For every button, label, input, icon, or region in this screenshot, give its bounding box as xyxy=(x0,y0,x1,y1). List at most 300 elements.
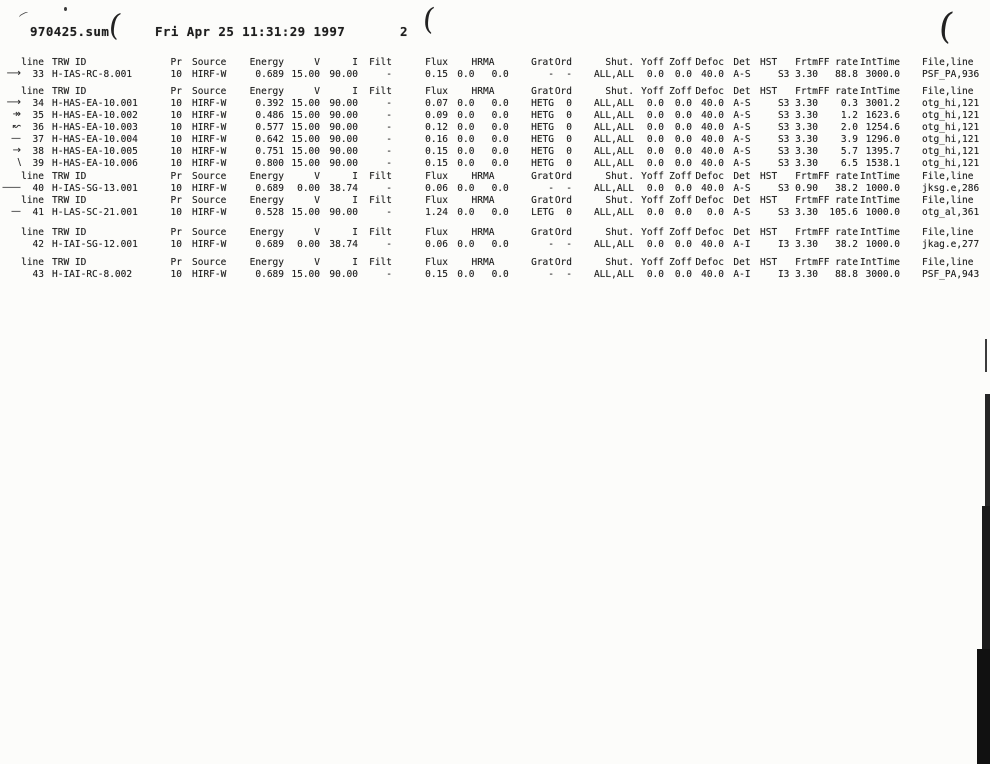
table-section xyxy=(2,171,990,195)
column-header: Ord xyxy=(554,86,572,97)
table-cell: 38.74 xyxy=(329,239,358,250)
column-header: I xyxy=(352,227,358,238)
table-section xyxy=(6,227,990,251)
table-cell: HIRF-W xyxy=(192,183,227,194)
table-cell: ALL,ALL xyxy=(593,239,634,250)
column-header: I xyxy=(352,257,358,268)
table-cell: 15.00 xyxy=(291,207,320,218)
column-header: HST xyxy=(760,195,778,206)
column-header: File,line xyxy=(922,227,974,238)
table-cell: 0.06 xyxy=(425,239,448,250)
table-cell: - xyxy=(548,69,554,80)
table-cell: 1.24 xyxy=(425,207,448,218)
table-cell xyxy=(760,207,776,219)
table-cell: 41 — xyxy=(11,206,44,218)
column-header: Ord xyxy=(554,195,572,206)
column-header: Source xyxy=(192,195,227,206)
table-cell: H-IAS-RC-8.001 xyxy=(52,69,133,80)
column-header: Grat xyxy=(531,171,554,182)
table-cell: otg_hi,121 xyxy=(922,98,980,109)
table-cell: A-S xyxy=(733,110,751,121)
table-cell: 0.689 xyxy=(255,269,284,280)
table-row xyxy=(6,158,990,170)
table-cell: A-S xyxy=(733,146,751,157)
table-cell: 10 xyxy=(170,69,182,80)
table-cell: 1000.0 xyxy=(865,239,900,250)
table-cell: jksg.e,286 xyxy=(922,183,980,194)
column-header: Det xyxy=(733,257,751,268)
column-header: Zoff xyxy=(669,195,692,206)
column-header: TRW ID xyxy=(52,195,87,206)
column-header: Shut. xyxy=(605,86,634,97)
table-cell: 0.0 0.0 xyxy=(457,158,509,169)
table-cell: 15.00 xyxy=(291,122,320,133)
table-cell: - xyxy=(566,183,572,194)
table-cell: 0.0 xyxy=(646,158,664,169)
column-header: Source xyxy=(192,171,227,182)
table-cell: jkag.e,277 xyxy=(922,239,980,250)
pen-mark: — xyxy=(11,206,20,217)
table-cell: 10 xyxy=(170,134,182,145)
table-cell: 1538.1 xyxy=(865,158,900,169)
column-header: FF rate xyxy=(818,195,859,206)
column-header: Det xyxy=(733,57,751,68)
table-cell: A-S xyxy=(733,183,751,194)
table-cell: 0.689 xyxy=(255,183,284,194)
table-cell: 15.00 xyxy=(291,158,320,169)
table-cell: 0.0 xyxy=(646,110,664,121)
table-cell: 15.00 xyxy=(291,98,320,109)
table-cell xyxy=(760,98,776,110)
table-cell: 1254.6 xyxy=(865,122,900,133)
column-header: Source xyxy=(192,257,227,268)
table-cell: otg_hi,121 xyxy=(922,110,980,121)
table-cell: 0.0 xyxy=(674,110,692,121)
table-cell: 40.0 xyxy=(701,98,724,109)
table-cell: 10 xyxy=(170,98,182,109)
scan-edge-artifact xyxy=(985,394,990,506)
table-header-row xyxy=(6,227,990,239)
table-cell: - xyxy=(566,269,572,280)
column-header: Zoff xyxy=(669,57,692,68)
column-header: line xyxy=(21,86,44,97)
table-cell: A-S xyxy=(733,134,751,145)
table-cell: 0.0 0.0 xyxy=(457,69,509,80)
column-header: Pr xyxy=(170,86,182,97)
column-header: Det xyxy=(733,171,751,182)
table-cell: ALL,ALL xyxy=(593,69,634,80)
column-header: Yoff xyxy=(641,57,664,68)
column-header: Source xyxy=(192,86,227,97)
table-cell: 10 xyxy=(170,269,182,280)
column-header: Grat xyxy=(531,227,554,238)
table-cell: 15.00 xyxy=(291,110,320,121)
column-header: Energy xyxy=(249,257,284,268)
scan-edge-artifact xyxy=(982,506,990,649)
table-cell: - xyxy=(548,183,554,194)
table-cell xyxy=(760,110,776,122)
column-header: Defoc xyxy=(695,86,724,97)
column-header: V xyxy=(314,257,320,268)
table-cell: - xyxy=(386,134,392,145)
page-number: 2 xyxy=(400,24,408,39)
table-cell: 90.00 xyxy=(329,134,358,145)
column-header: I xyxy=(352,86,358,97)
column-header: Filt xyxy=(369,257,392,268)
table-cell: 0.0 xyxy=(646,146,664,157)
column-header: HRMA xyxy=(471,57,495,68)
pen-mark: ⟶ xyxy=(6,68,20,79)
column-header: Defoc xyxy=(695,171,724,182)
table-cell: 0.15 xyxy=(425,269,448,280)
table-row xyxy=(2,182,990,195)
column-header: Yoff xyxy=(641,86,664,97)
column-header: TRW ID xyxy=(52,86,87,97)
column-header: Frtm xyxy=(795,195,818,206)
table-cell: 5.7 xyxy=(840,146,858,157)
table-cell: - xyxy=(386,110,392,121)
table-cell: 0.0 xyxy=(674,183,692,194)
column-header: Energy xyxy=(249,171,284,182)
table-cell: S3 3.30 xyxy=(777,110,818,121)
table-cell: HETG xyxy=(531,122,554,133)
column-header: Defoc xyxy=(695,257,724,268)
table-cell: 0 xyxy=(566,207,572,218)
table-header-row xyxy=(6,195,990,207)
table-cell: 15.00 xyxy=(291,146,320,157)
column-header: HRMA xyxy=(471,86,495,97)
table-cell: - xyxy=(386,69,392,80)
table-cell: 38 → xyxy=(12,145,44,157)
table-cell: otg_al,361 xyxy=(922,207,980,218)
column-header: Filt xyxy=(369,86,392,97)
column-header: HST xyxy=(760,257,778,268)
column-header: V xyxy=(314,227,320,238)
table-cell: 38.2 xyxy=(835,239,858,250)
column-header: Filt xyxy=(369,195,392,206)
column-header: V xyxy=(314,57,320,68)
table-cell: 33 ⟶ xyxy=(6,68,44,80)
table-cell: H-HAS-EA-10.001 xyxy=(52,98,138,109)
scan-edge-artifact xyxy=(985,339,987,372)
table-cell: HETG xyxy=(531,146,554,157)
column-header: IntTime xyxy=(859,257,900,268)
table-cell: - xyxy=(386,269,392,280)
table-cell: 0.0 xyxy=(646,98,664,109)
column-header: Energy xyxy=(249,195,284,206)
table-cell: 39 \ xyxy=(17,157,44,169)
table-cell: - xyxy=(566,239,572,250)
table-cell: - xyxy=(386,98,392,109)
table-cell: 10 xyxy=(170,207,182,218)
table-cell: 0.0 xyxy=(674,269,692,280)
column-header: Zoff xyxy=(669,227,692,238)
table-cell: 0.528 xyxy=(255,207,284,218)
column-header: Shut. xyxy=(605,257,634,268)
column-header: Zoff xyxy=(669,257,692,268)
table-cell: - xyxy=(548,269,554,280)
table-cell: S3 3.30 xyxy=(777,122,818,133)
table-row xyxy=(6,239,990,251)
column-header: Yoff xyxy=(641,171,664,182)
column-header: line xyxy=(21,257,44,268)
table-cell: 1623.6 xyxy=(865,110,900,121)
table-cell: 90.00 xyxy=(329,110,358,121)
table-cell: 0.0 xyxy=(646,239,664,250)
table-section xyxy=(6,86,990,170)
table-cell xyxy=(760,269,776,281)
table-cell: A-S xyxy=(733,158,751,169)
table-cell: 0.0 0.0 xyxy=(457,146,509,157)
table-cell: 40.0 xyxy=(701,239,724,250)
table-cell: 38.2 xyxy=(835,183,858,194)
table-cell: S3 3.30 xyxy=(777,146,818,157)
column-header: Shut. xyxy=(605,57,634,68)
table-section xyxy=(6,57,990,81)
table-cell: HIRF-W xyxy=(192,122,227,133)
table-cell: ALL,ALL xyxy=(593,110,634,121)
column-header: Frtm xyxy=(795,86,818,97)
table-cell: S3 0.90 xyxy=(777,183,818,194)
table-cell: 0.0 0.0 xyxy=(457,98,509,109)
table-cell: ALL,ALL xyxy=(593,158,634,169)
pen-mark: → xyxy=(12,145,20,156)
table-cell: 0.00 xyxy=(297,239,320,250)
table-cell: 0.642 xyxy=(255,134,284,145)
table-cell: otg_hi,121 xyxy=(922,122,980,133)
table-cell: 0.15 xyxy=(425,146,448,157)
table-cell: 40.0 xyxy=(701,158,724,169)
table-header-row xyxy=(6,257,990,269)
table-cell: 0.3 xyxy=(840,98,858,109)
table-cell: 0 xyxy=(566,110,572,121)
table-cell: - xyxy=(548,239,554,250)
table-cell: - xyxy=(386,122,392,133)
column-header: Defoc xyxy=(695,227,724,238)
column-header: Frtm xyxy=(795,227,818,238)
column-header: Pr xyxy=(170,57,182,68)
column-header: TRW ID xyxy=(52,171,87,182)
column-header: Pr xyxy=(170,195,182,206)
table-cell: 0.06 xyxy=(425,183,448,194)
table-cell: ALL,ALL xyxy=(593,146,634,157)
column-header: Flux xyxy=(425,227,448,238)
table-cell: 0 xyxy=(566,158,572,169)
table-cell xyxy=(760,183,776,195)
table-cell xyxy=(760,134,776,146)
table-cell: S3 3.30 xyxy=(777,158,818,169)
column-header: Source xyxy=(192,57,227,68)
scan-edge-artifact xyxy=(977,649,990,764)
column-header: I xyxy=(352,195,358,206)
column-header: Shut. xyxy=(605,171,634,182)
table-cell: - xyxy=(386,158,392,169)
table-cell: HIRF-W xyxy=(192,239,227,250)
table-cell: 0.07 xyxy=(425,98,448,109)
table-cell: 0.577 xyxy=(255,122,284,133)
table-header-row xyxy=(6,171,990,183)
table-cell: HIRF-W xyxy=(192,69,227,80)
table-cell: 0.0 xyxy=(674,69,692,80)
table-cell: HETG xyxy=(531,98,554,109)
table-cell: HIRF-W xyxy=(192,269,227,280)
pen-mark: \ xyxy=(17,157,20,168)
column-header: File,line xyxy=(922,195,974,206)
table-cell: 36 ↜ xyxy=(12,121,44,133)
column-header: IntTime xyxy=(859,57,900,68)
table-cell: H-LAS-SC-21.001 xyxy=(52,207,138,218)
column-header: line xyxy=(21,195,44,206)
column-header: HRMA xyxy=(471,227,495,238)
table-cell: ALL,ALL xyxy=(593,134,634,145)
table-cell: 0.0 0.0 xyxy=(457,207,509,218)
table-cell: 0.0 0.0 xyxy=(457,122,509,133)
table-cell: A-I xyxy=(733,269,751,280)
column-header: IntTime xyxy=(859,86,900,97)
column-header: Defoc xyxy=(695,57,724,68)
table-cell: 105.6 xyxy=(829,207,858,218)
table-cell: ALL,ALL xyxy=(593,183,634,194)
column-header: Ord xyxy=(554,171,572,182)
table-cell: 0.0 0.0 xyxy=(457,183,509,194)
table-cell: HIRF-W xyxy=(192,110,227,121)
table-cell: 1395.7 xyxy=(865,146,900,157)
column-header: HST xyxy=(760,86,778,97)
column-header: Det xyxy=(733,227,751,238)
column-header: Shut. xyxy=(605,227,634,238)
table-cell: 0.0 0.0 xyxy=(457,110,509,121)
table-cell: S3 3.30 xyxy=(777,98,818,109)
table-cell: 2.0 xyxy=(840,122,858,133)
column-header: Source xyxy=(192,227,227,238)
column-header: Flux xyxy=(425,86,448,97)
table-cell: 90.00 xyxy=(329,69,358,80)
report-filename: 970425.sum xyxy=(30,24,110,39)
table-cell: 6.5 xyxy=(840,158,858,169)
table-cell xyxy=(760,158,776,170)
table-cell: 0.0 xyxy=(646,207,664,218)
table-row xyxy=(6,110,990,122)
table-cell: 37 — xyxy=(11,133,44,145)
table-cell: I3 3.30 xyxy=(777,269,818,280)
column-header: File,line xyxy=(922,57,974,68)
table-cell: 0.0 xyxy=(674,134,692,145)
column-header: File,line xyxy=(922,257,974,268)
table-cell: 90.00 xyxy=(329,146,358,157)
table-cell: 0.486 xyxy=(255,110,284,121)
column-header: Energy xyxy=(249,86,284,97)
table-cell: 40 —— xyxy=(2,182,44,194)
table-cell: 0.751 xyxy=(255,146,284,157)
column-header: Grat xyxy=(531,86,554,97)
table-cell: HIRF-W xyxy=(192,207,227,218)
column-header: IntTime xyxy=(859,195,900,206)
column-header: Frtm xyxy=(795,57,818,68)
table-cell: A-S xyxy=(733,207,751,218)
table-cell: 10 xyxy=(170,122,182,133)
table-cell: 0.0 xyxy=(674,98,692,109)
table-cell: 88.8 xyxy=(835,269,858,280)
table-section xyxy=(6,195,990,219)
table-row xyxy=(6,134,990,146)
table-cell: HIRF-W xyxy=(192,98,227,109)
column-header: File,line xyxy=(922,171,974,182)
table-cell: 1296.0 xyxy=(865,134,900,145)
column-header: File,line xyxy=(922,86,974,97)
table-cell: ALL,ALL xyxy=(593,122,634,133)
column-header: HRMA xyxy=(471,257,495,268)
table-cell: HETG xyxy=(531,110,554,121)
column-header: Grat xyxy=(531,257,554,268)
table-cell: - xyxy=(386,239,392,250)
table-cell: 90.00 xyxy=(329,98,358,109)
table-cell: 0.12 xyxy=(425,122,448,133)
table-cell: 0.0 xyxy=(646,134,664,145)
column-header: HST xyxy=(760,171,778,182)
column-header: line xyxy=(21,57,44,68)
handwritten-paren-top-right: ( xyxy=(936,5,956,48)
column-header: IntTime xyxy=(859,227,900,238)
column-header: line xyxy=(21,227,44,238)
column-header: Filt xyxy=(369,227,392,238)
table-row xyxy=(6,207,990,219)
table-cell: 38.74 xyxy=(329,183,358,194)
column-header: I xyxy=(352,57,358,68)
table-cell: 0.689 xyxy=(255,239,284,250)
pen-mark: ↠ xyxy=(12,109,20,120)
table-cell: 0.0 xyxy=(674,207,692,218)
report-datetime: Fri Apr 25 11:31:29 1997 xyxy=(155,24,346,39)
table-cell: 0.0 xyxy=(646,122,664,133)
table-cell: H-HAS-EA-10.002 xyxy=(52,110,138,121)
column-header: Det xyxy=(733,195,751,206)
table-cell: H-HAS-EA-10.004 xyxy=(52,134,138,145)
table-cell: 90.00 xyxy=(329,158,358,169)
column-header: FF rate xyxy=(818,227,859,238)
table-cell: LETG xyxy=(531,207,554,218)
handwritten-paren-top-center: ( xyxy=(421,1,437,38)
column-header: FF rate xyxy=(818,257,859,268)
table-cell: S3 3.30 xyxy=(777,134,818,145)
column-header: V xyxy=(314,195,320,206)
table-cell xyxy=(760,239,776,251)
table-cell: 0.0 xyxy=(706,207,724,218)
table-cell: HETG xyxy=(531,158,554,169)
table-cell: 40.0 xyxy=(701,146,724,157)
table-cell: ALL,ALL xyxy=(593,269,634,280)
column-header: Filt xyxy=(369,171,392,182)
table-cell: A-S xyxy=(733,122,751,133)
column-header: FF rate xyxy=(818,57,859,68)
table-cell: 3000.0 xyxy=(865,69,900,80)
table-cell: 43 xyxy=(32,269,44,280)
table-cell: 0.0 xyxy=(674,122,692,133)
column-header: Yoff xyxy=(641,257,664,268)
column-header: Zoff xyxy=(669,86,692,97)
table-cell: otg_hi,121 xyxy=(922,146,980,157)
table-cell: I3 3.30 xyxy=(777,239,818,250)
table-cell: 40.0 xyxy=(701,122,724,133)
table-cell: 90.00 xyxy=(329,122,358,133)
pen-mark: ⟶ xyxy=(6,97,20,108)
table-cell: 0.0 xyxy=(646,269,664,280)
table-cell: 0.392 xyxy=(255,98,284,109)
table-cell: 1000.0 xyxy=(865,183,900,194)
column-header: Grat xyxy=(531,195,554,206)
table-cell: ALL,ALL xyxy=(593,207,634,218)
table-cell xyxy=(760,146,776,158)
column-header: Flux xyxy=(425,171,448,182)
